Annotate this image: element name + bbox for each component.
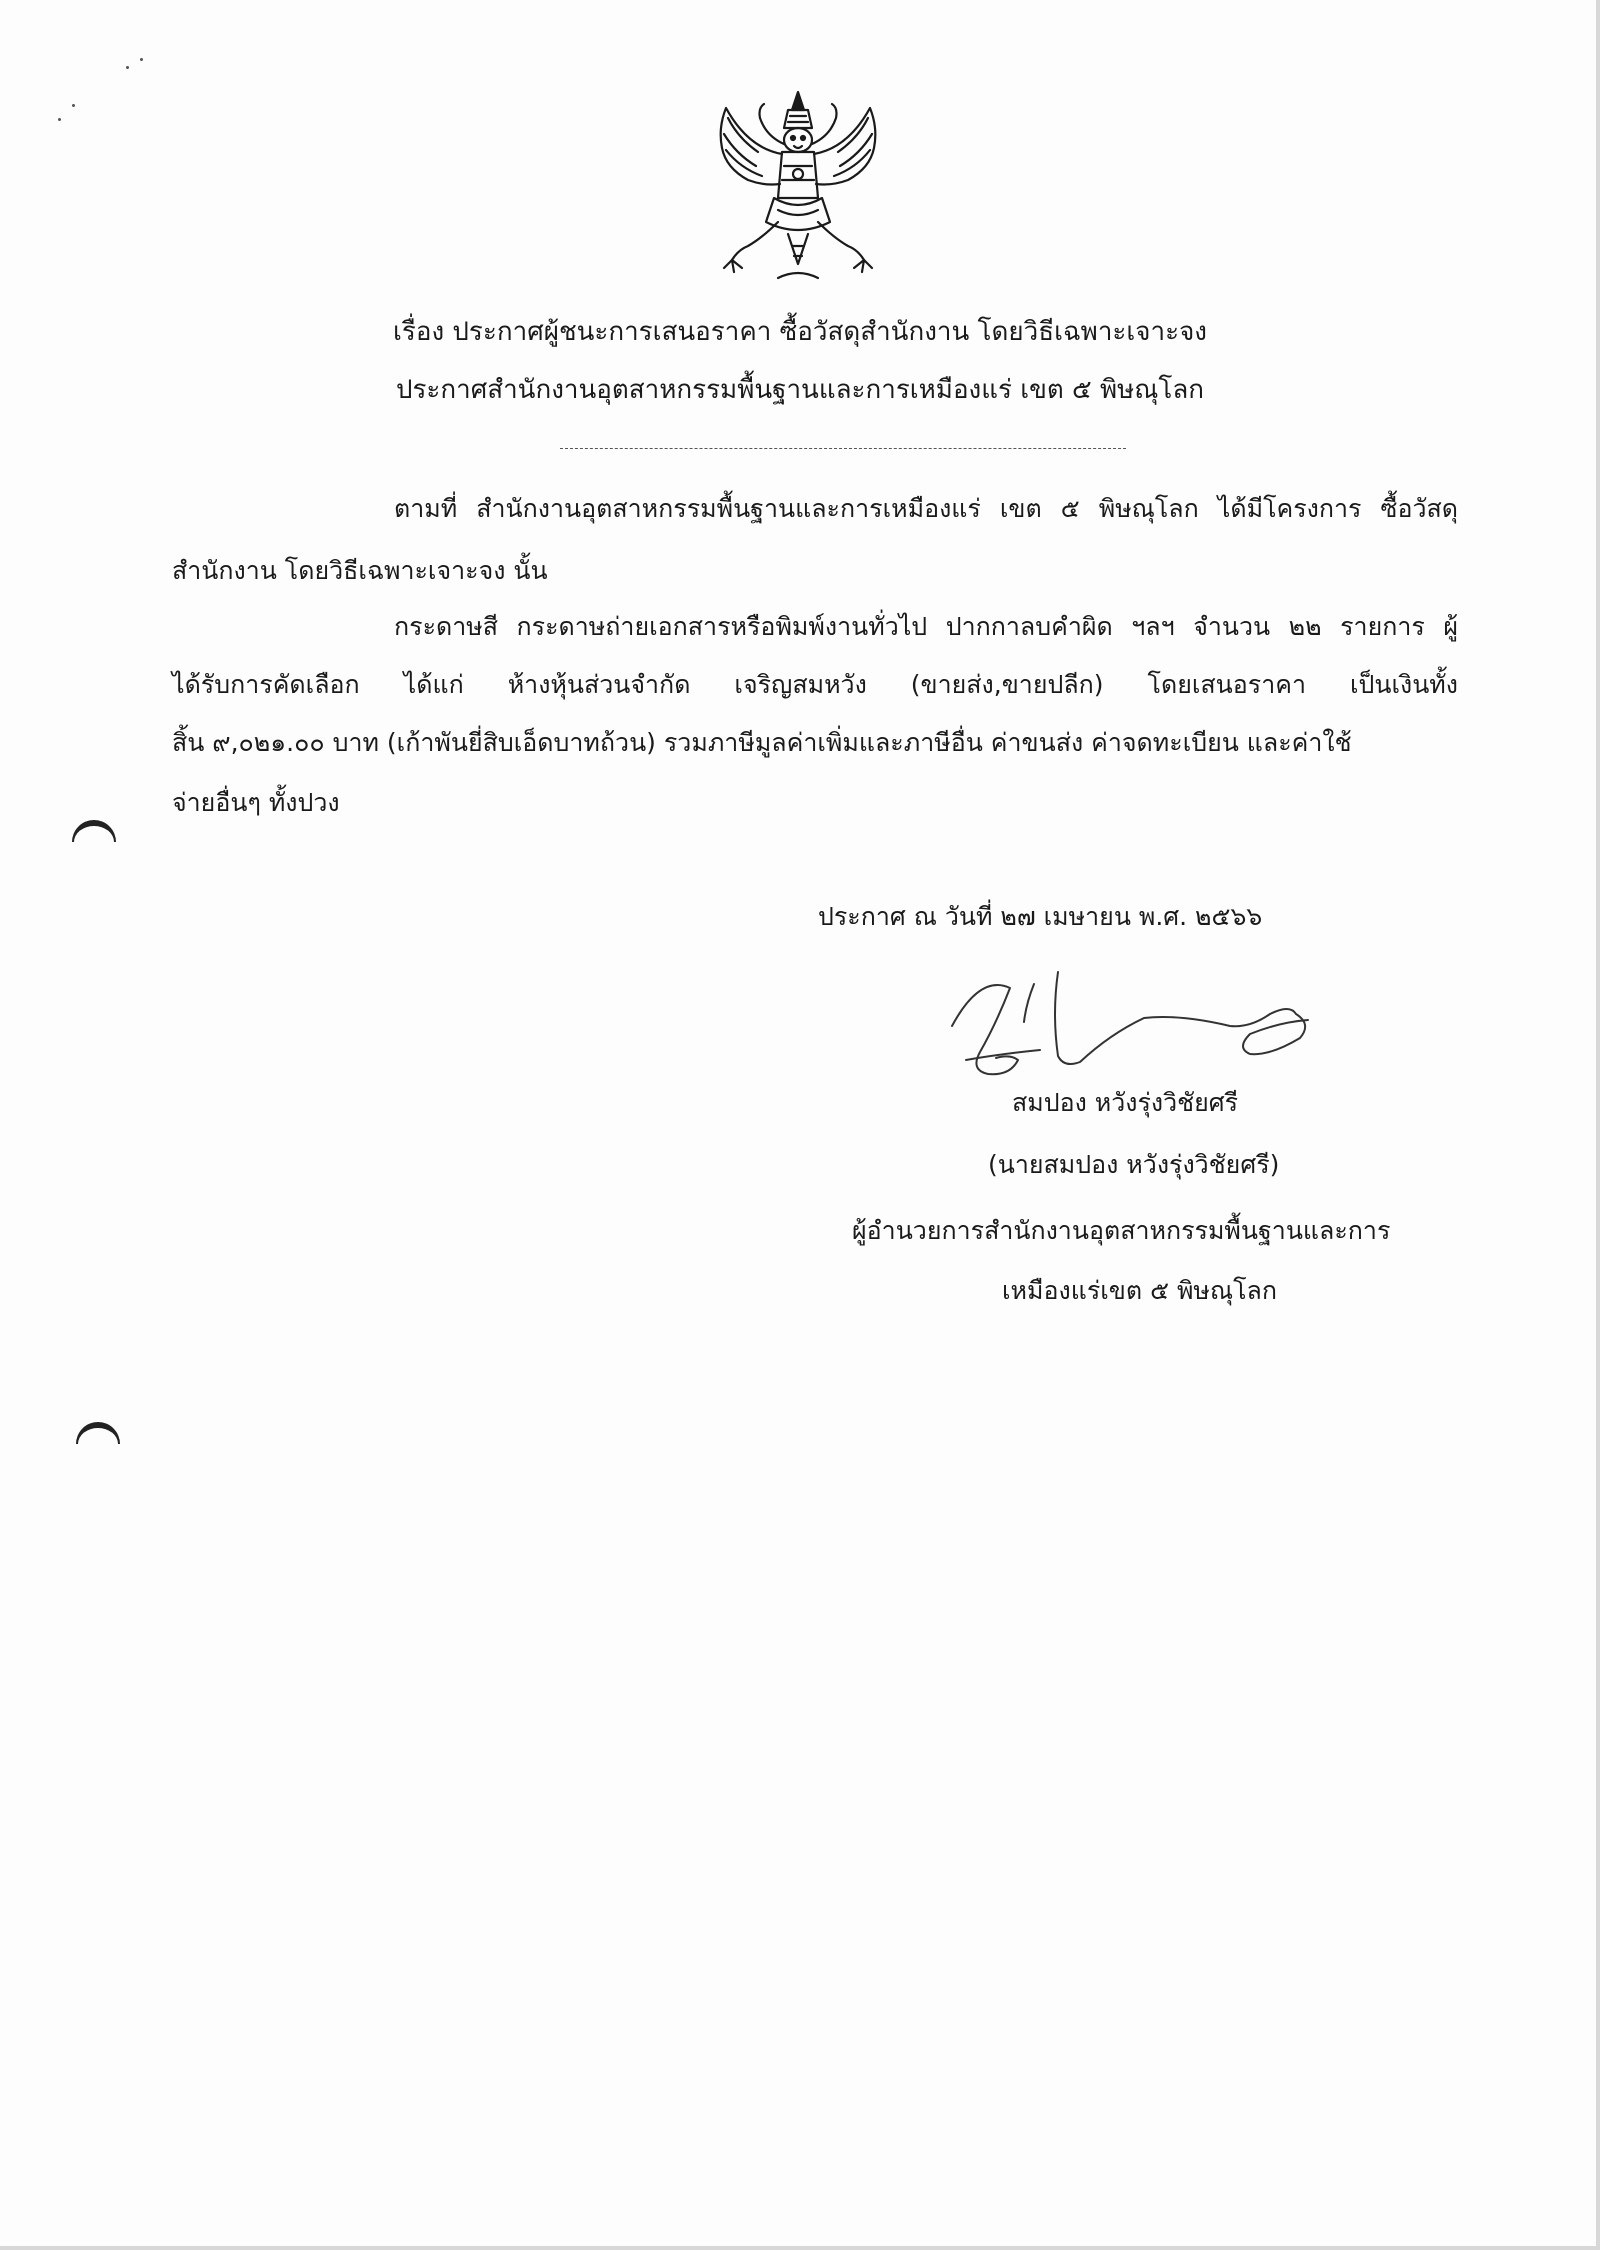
announcement-date: ประกาศ ณ วันที่ ๒๗ เมษายน พ.ศ. ๒๕๖๖ [818, 902, 1263, 931]
paragraph-1-line: สำนักงาน โดยวิธีเฉพาะเจาะจง นั้น [172, 556, 548, 585]
scan-edge [0, 2246, 1600, 2250]
scan-speck [58, 118, 61, 121]
signatory-full-name: (นายสมปอง หวังรุ่งวิชัยศรี) [988, 1150, 1280, 1179]
scan-speck [140, 58, 143, 61]
paragraph-2-line: สิ้น ๙,๐๒๑.๐๐ บาท (เก้าพันยี่สิบเอ็ดบาทถ้วน) รวมภาษีมูลค่าเพิ่มและภาษีอื่น ค่าขนส่ง ค่าจดทะเบียน และค่าใช้ [172, 728, 1352, 757]
signatory-position: เหมืองแร่เขต ๕ พิษณุโลก [1002, 1276, 1277, 1305]
paragraph-2-line: กระดาษสี กระดาษถ่ายเอกสารหรือพิมพ์งานทั่วไป ปากกาลบคำผิด ฯลฯ จำนวน ๒๒ รายการ ผู้ [394, 612, 1458, 641]
signatory-position: ผู้อำนวยการสำนักงานอุตสาหกรรมพื้นฐานและการ [852, 1216, 1391, 1245]
handwritten-signature [940, 964, 1380, 1104]
paragraph-1-line: ตามที่ สำนักงานอุตสาหกรรมพื้นฐานและการเหมืองแร่ เขต ๕ พิษณุโลก ได้มีโครงการ ซื้อวัสดุ [394, 494, 1458, 523]
document-issuer: ประกาศสำนักงานอุตสาหกรรมพื้นฐานและการเหมืองแร่ เขต ๕ พิษณุโลก [395, 375, 1205, 405]
document-subject: เรื่อง ประกาศผู้ชนะการเสนอราคา ซื้อวัสดุสำนักงาน โดยวิธีเฉพาะเจาะจง [393, 317, 1207, 347]
punch-hole-mark [72, 820, 116, 842]
punch-hole-mark [76, 1422, 120, 1444]
scan-speck [126, 66, 129, 69]
scan-edge [1596, 0, 1600, 2250]
scan-speck [72, 104, 75, 107]
paragraph-2-line: ได้รับการคัดเลือก ได้แก่ ห้างหุ้นส่วนจำกัด เจริญสมหวัง (ขายส่ง,ขายปลีก) โดยเสนอราคา เป็นเงินทั้ง [172, 670, 1458, 699]
signatory-name: สมปอง หวังรุ่งวิชัยศรี [1012, 1088, 1239, 1117]
divider-line [560, 448, 1126, 449]
garuda-emblem-icon [708, 88, 888, 288]
paragraph-2-line: จ่ายอื่นๆ ทั้งปวง [172, 788, 340, 817]
